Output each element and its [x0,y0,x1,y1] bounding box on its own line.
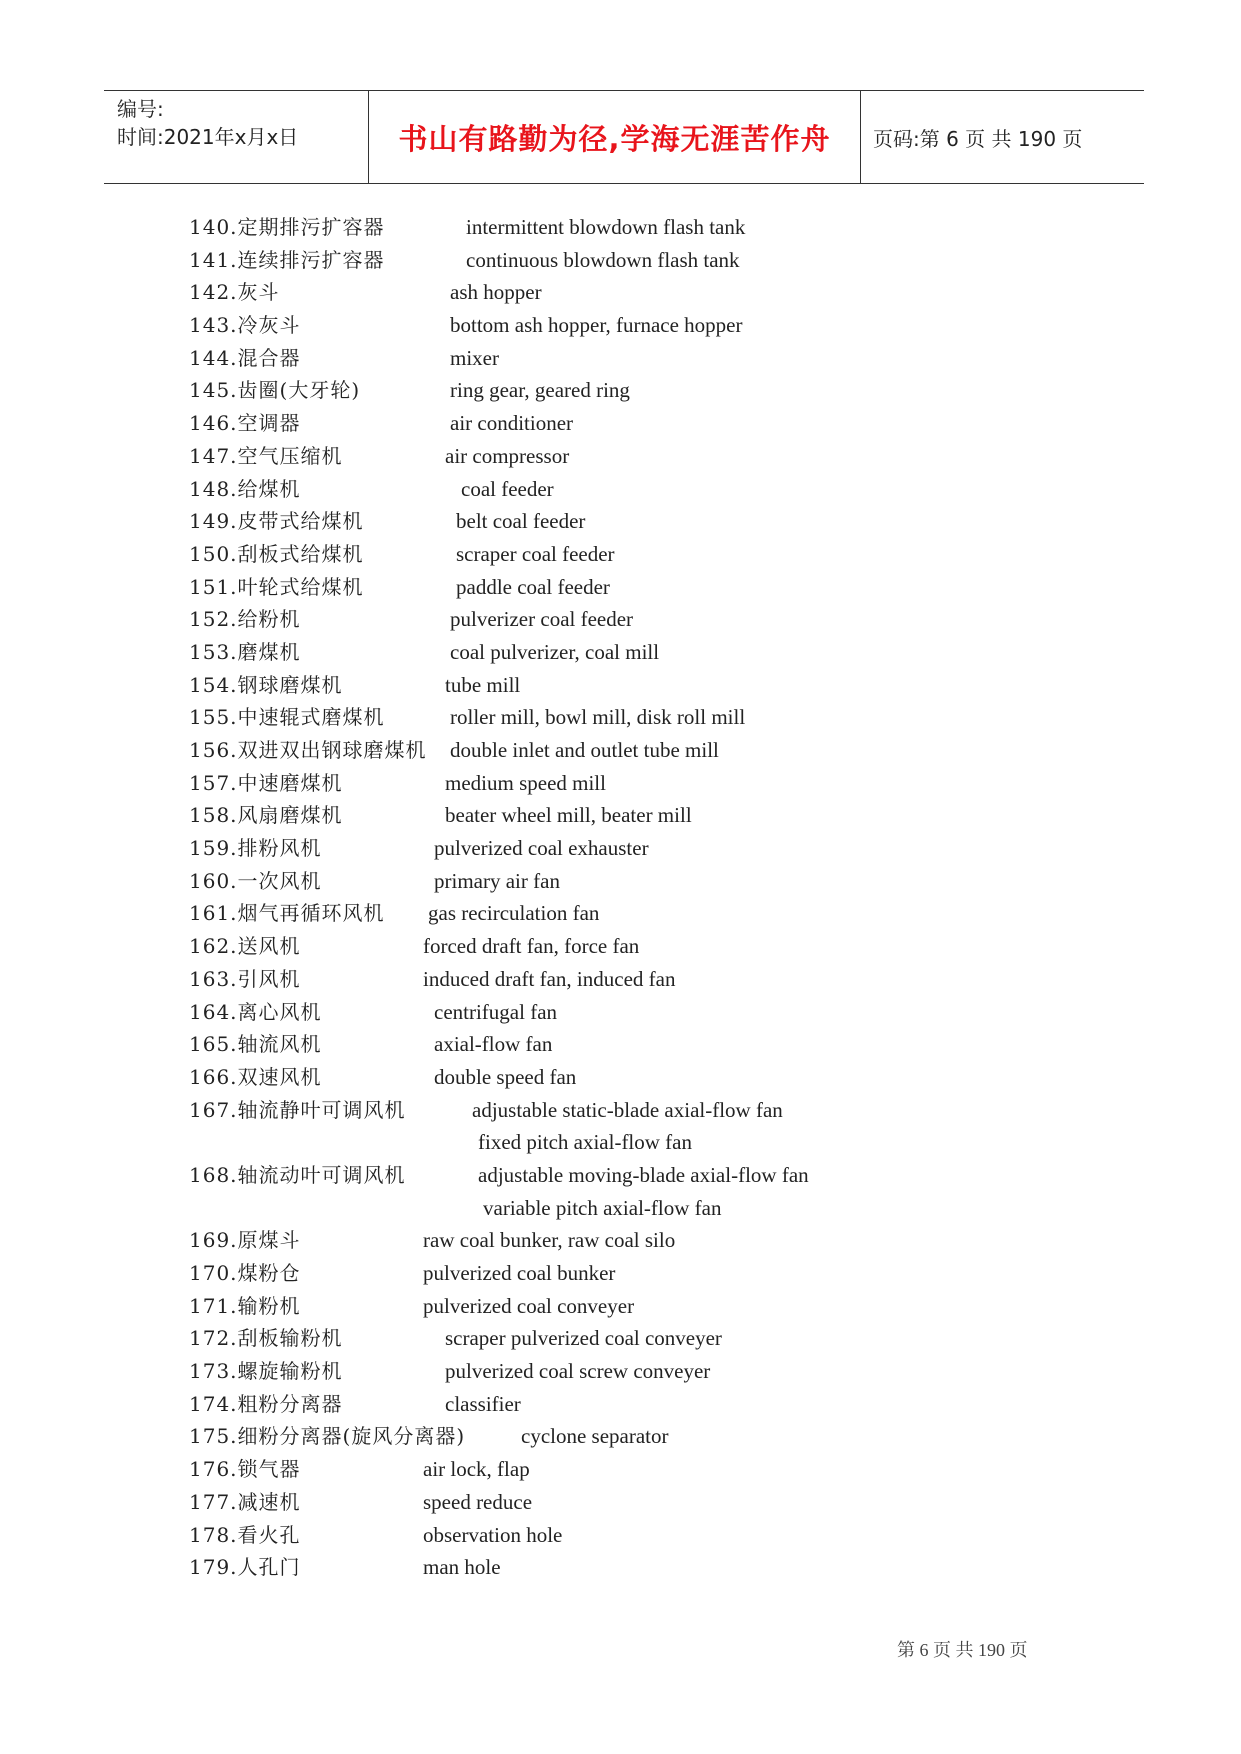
term-chinese: 146.空调器 [189,411,301,436]
glossary-row [0,669,1241,702]
term-english: pulverized coal conveyer [423,1293,635,1318]
term-chinese: 158.风扇磨煤机 [189,803,343,828]
term-english: observation hole [423,1522,563,1547]
term-chinese: 166.双速风机 [189,1064,322,1089]
term-chinese: 149.皮带式给煤机 [189,509,364,534]
header-right-cell [861,91,1144,183]
header-left-cell [104,91,369,183]
term-chinese: 155.中速辊式磨煤机 [189,705,385,730]
glossary-row [0,1486,1241,1519]
glossary-row [0,1126,1241,1159]
term-english: centrifugal fan [434,999,558,1024]
term-english: pulverized coal exhauster [434,836,649,861]
glossary-row [0,407,1241,440]
glossary-row [0,963,1241,996]
term-english: air compressor [445,443,570,468]
page-header [104,90,1144,184]
term-english: air lock, flap [423,1457,530,1482]
term-chinese: 171.输粉机 [189,1293,301,1318]
glossary-row [0,930,1241,963]
term-chinese: 161.烟气再循环风机 [189,901,385,926]
term-english: mixer [450,345,499,370]
term-chinese: 156.双进双出钢球磨煤机 [189,738,427,762]
page-footer: 第 6 页 共 190 页 [897,1640,1028,1660]
glossary-row [0,1322,1241,1355]
term-english: roller mill, bowl mill, disk roll mill [450,705,746,730]
glossary-row [0,701,1241,734]
glossary-row [0,276,1241,309]
term-english: pulverizer coal feeder [450,607,634,632]
glossary-row [0,342,1241,375]
term-english: belt coal feeder [456,509,586,534]
glossary-row [0,571,1241,604]
term-english: pulverized coal screw conveyer [445,1359,711,1384]
glossary-row [0,1551,1241,1584]
term-english: induced draft fan, induced fan [423,966,676,991]
term-english: coal feeder [461,476,554,501]
term-english: tube mill [445,672,521,697]
glossary-row [0,1388,1241,1421]
term-chinese: 160.一次风机 [189,868,322,893]
glossary-row [0,897,1241,930]
term-english: ring gear, geared ring [450,378,630,403]
glossary-row [0,1257,1241,1290]
term-chinese: 153.磨煤机 [189,639,301,664]
term-english: intermittent blowdown flash tank [466,215,746,239]
glossary-row [0,767,1241,800]
term-chinese: 145.齿圈(大牙轮) [189,378,361,403]
glossary-row [0,603,1241,636]
term-english: continuous blowdown flash tank [466,247,740,272]
term-chinese: 154.钢球磨煤机 [189,672,343,697]
glossary-row [0,538,1241,571]
term-english: raw coal bunker, raw coal silo [423,1228,676,1253]
glossary-list [0,211,1241,1584]
term-chinese: 179.人孔门 [189,1555,301,1580]
term-english: fixed pitch axial-flow fan [478,1130,692,1155]
term-english: classifier [445,1391,521,1416]
term-english: axial-flow fan [434,1032,553,1057]
term-chinese: 174.粗粉分离器 [189,1391,343,1416]
term-chinese: 143.冷灰斗 [189,313,301,338]
glossary-row [0,473,1241,506]
term-english: paddle coal feeder [456,574,610,599]
term-english: variable pitch axial-flow fan [483,1195,722,1220]
glossary-row [0,1061,1241,1094]
glossary-row [0,1290,1241,1323]
term-chinese: 172.刮板输粉机 [189,1326,343,1351]
term-chinese: 178.看火孔 [189,1522,301,1547]
glossary-row [0,244,1241,277]
term-english: cyclone separator [521,1424,669,1449]
term-english: bottom ash hopper, furnace hopper [450,313,743,338]
glossary-row [0,505,1241,538]
term-english: double inlet and outlet tube mill [450,738,719,762]
term-english: gas recirculation fan [428,901,600,926]
term-english: adjustable static-blade axial-flow fan [472,1097,783,1122]
glossary-row [0,996,1241,1029]
term-chinese: 163.引风机 [189,966,301,991]
term-chinese: 164.离心风机 [189,999,322,1024]
term-chinese: 167.轴流静叶可调风机 [189,1097,406,1122]
term-english: primary air fan [434,868,560,893]
term-english: scraper pulverized coal conveyer [445,1326,722,1351]
term-chinese: 175.细粉分离器(旋风分离器) [189,1424,466,1449]
term-chinese: 169.原煤斗 [189,1228,301,1253]
term-chinese: 159.排粉风机 [189,836,322,861]
term-english: coal pulverizer, coal mill [450,639,660,664]
term-english: speed reduce [423,1489,533,1514]
document-number-label: 编号: [117,97,164,121]
term-english: double speed fan [434,1064,577,1089]
term-chinese: 140.定期排污扩容器 [189,215,385,239]
term-chinese: 142.灰斗 [189,280,280,305]
glossary-row [0,309,1241,342]
term-english: beater wheel mill, beater mill [445,803,692,828]
header-middle-cell [369,91,861,183]
term-chinese: 177.减速机 [189,1489,301,1514]
glossary-row [0,1453,1241,1486]
term-chinese: 152.给粉机 [189,607,301,632]
header-motto: 书山有路勤为径,学海无涯苦作舟 [398,121,831,156]
glossary-row [0,636,1241,669]
term-english: adjustable moving-blade axial-flow fan [478,1162,809,1187]
term-english: ash hopper [450,280,542,305]
glossary-row [0,1519,1241,1552]
term-english: scraper coal feeder [456,541,615,566]
glossary-row [0,1355,1241,1388]
glossary-row [0,1028,1241,1061]
header-page-info: 页码:第 6 页 共 190 页 [873,126,1083,151]
glossary-row [0,1159,1241,1192]
glossary-row [0,799,1241,832]
glossary-row [0,1192,1241,1225]
term-english: medium speed mill [445,770,606,795]
term-chinese: 162.送风机 [189,934,301,959]
glossary-row [0,440,1241,473]
glossary-row [0,865,1241,898]
glossary-row [0,374,1241,407]
term-chinese: 151.叶轮式给煤机 [189,574,364,599]
glossary-row [0,832,1241,865]
term-english: air conditioner [450,411,574,436]
term-chinese: 147.空气压缩机 [189,443,343,468]
term-chinese: 148.给煤机 [189,476,301,501]
glossary-row [0,1094,1241,1127]
term-english: man hole [423,1555,501,1580]
term-english: forced draft fan, force fan [423,934,640,959]
term-chinese: 168.轴流动叶可调风机 [189,1162,406,1187]
term-english: pulverized coal bunker [423,1261,616,1285]
glossary-row [0,1420,1241,1453]
term-chinese: 173.螺旋输粉机 [189,1359,343,1384]
term-chinese: 141.连续排污扩容器 [189,247,385,272]
term-chinese: 150.刮板式给煤机 [189,541,364,566]
document-time-label: 时间:2021年x月x日 [117,125,299,149]
term-chinese: 165.轴流风机 [189,1032,322,1057]
term-chinese: 144.混合器 [189,345,301,370]
glossary-row [0,1224,1241,1257]
term-chinese: 157.中速磨煤机 [189,770,343,795]
term-chinese: 176.锁气器 [189,1457,301,1482]
glossary-row [0,734,1241,767]
glossary-row [0,211,1241,244]
term-chinese: 170.煤粉仓 [189,1261,301,1285]
